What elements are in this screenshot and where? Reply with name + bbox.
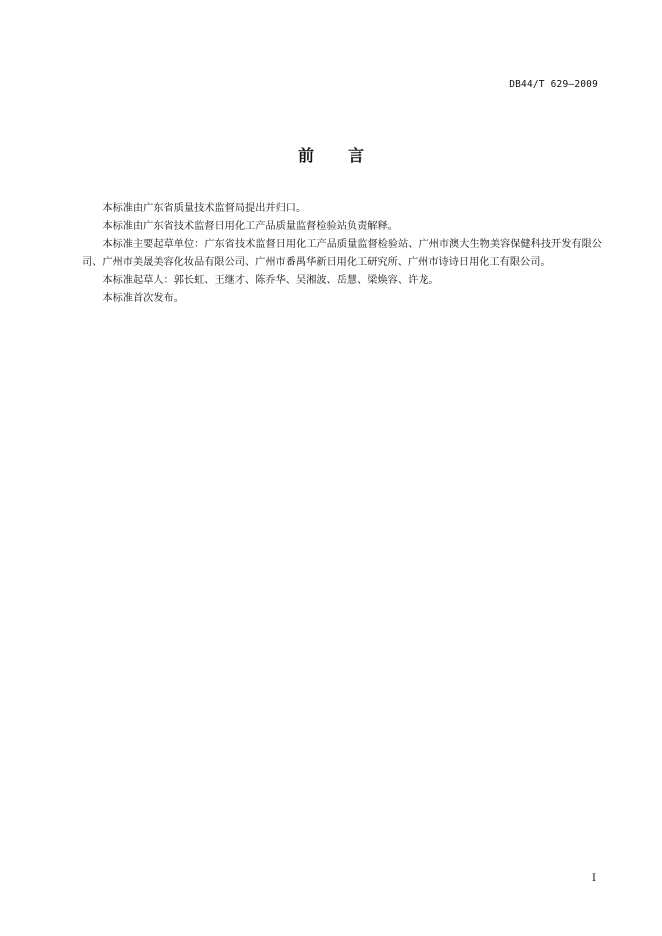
paragraph-interpreter: 本标准由广东省技术监督日用化工产品质量监督检验站负责解释。: [102, 221, 398, 232]
paragraph-drafting-units: 本标准主要起草单位：广东省技术监督日用化工产品质量监督检验站、广州市澳大生物美容保健科技开发有限公司、广州市美晟美容化妆品有限公司、广州市番禺华新日用化工研究所、广州市诗诗日用化工有限公司。: [82, 239, 602, 268]
page-title: [0, 143, 662, 166]
title-char-2: 言: [348, 146, 365, 165]
standard-code: DB44/T 629—2009: [509, 79, 598, 90]
title-char-1: 前: [297, 146, 314, 165]
paragraph-proposer: 本标准由广东省质量技术监督局提出并归口。: [102, 203, 307, 214]
foreword-body: [82, 200, 602, 308]
paragraph-drafters: 本标准起草人：郭长虹、王继才、陈乔华、吴湘波、岳慧、梁焕容、许龙。: [102, 275, 439, 286]
page-number: I: [592, 873, 596, 884]
paragraph-first-release: 本标准首次发布。: [102, 293, 184, 304]
